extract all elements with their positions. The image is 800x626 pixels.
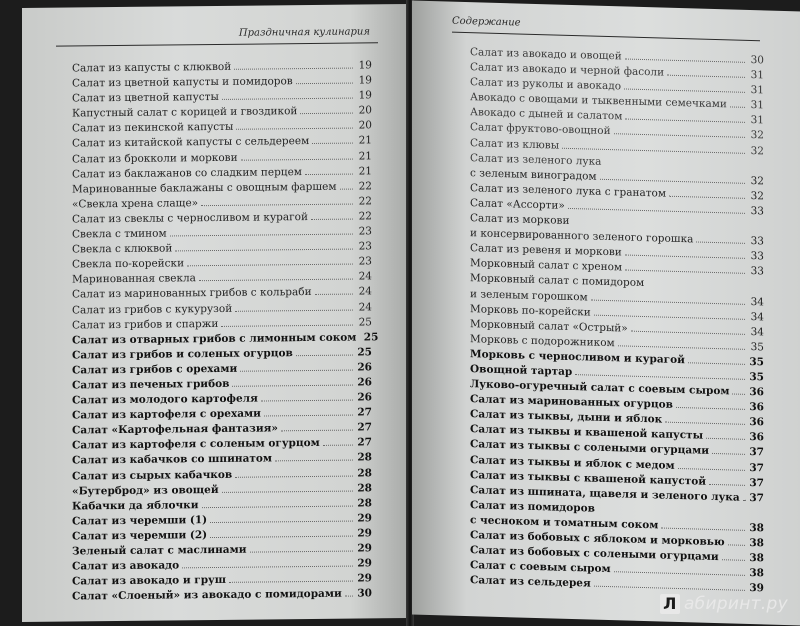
toc-entry-page: 25 bbox=[357, 346, 372, 359]
toc-entry-title: с чесноком и томатным соком bbox=[470, 514, 659, 532]
dot-leader bbox=[323, 435, 353, 446]
toc-entry-page: 21 bbox=[358, 165, 372, 178]
dot-leader bbox=[234, 58, 353, 70]
toc-entry-title: Морковный салат «Острый» bbox=[470, 317, 628, 335]
toc-entry-title: Авокадо с дыней и салатом bbox=[470, 106, 623, 123]
toc-entry-title: Авокадо с овощами и тыквенными семечками bbox=[470, 91, 727, 111]
toc-entry-title: Морковный салат с помидором bbox=[470, 272, 645, 290]
dot-leader bbox=[199, 269, 353, 282]
toc-entry-page: 29 bbox=[357, 512, 372, 525]
toc-entry-title: Салат из моркови bbox=[470, 212, 570, 227]
toc-entry-title: Капустный салат с корицей и гвоздикой bbox=[72, 105, 298, 120]
toc-entry-page: 26 bbox=[357, 376, 372, 389]
dot-leader bbox=[229, 571, 353, 583]
toc-entry-title: Салат из тыквы и яблок с медом bbox=[470, 453, 675, 472]
dot-leader bbox=[730, 97, 745, 108]
toc-entry-page: 28 bbox=[357, 497, 372, 510]
toc-entry-title: Салат из брокколи и моркови bbox=[72, 151, 238, 166]
dot-leader bbox=[241, 148, 353, 160]
toc-entry-title: Салат из маринованных огурцов bbox=[470, 393, 673, 411]
toc-entry-title: Салат из руколы и авокадо bbox=[470, 76, 622, 93]
toc-entry-page: 29 bbox=[357, 557, 372, 570]
dot-leader bbox=[661, 517, 745, 530]
dot-leader bbox=[669, 186, 745, 199]
toc-entry-title: Салат из шпината, щавеля и зеленого лука bbox=[470, 483, 740, 504]
toc-entry-title: Салат из авокадо и груш bbox=[72, 574, 227, 588]
watermark-text: абиринт.ру bbox=[683, 594, 788, 614]
dot-leader bbox=[311, 208, 353, 219]
toc-entry-page: 27 bbox=[357, 406, 372, 419]
dot-leader bbox=[625, 48, 745, 62]
toc-entry-page: 26 bbox=[357, 391, 372, 404]
dot-leader bbox=[275, 450, 353, 462]
toc-entry-page: 39 bbox=[749, 582, 764, 595]
toc-entry-title: Салат из авокадо и овощей bbox=[470, 46, 622, 63]
toc-entry-page: 29 bbox=[357, 542, 372, 555]
toc-entry-title: Зеленый салат с маслинами bbox=[72, 543, 247, 558]
toc-entry-page: 35 bbox=[749, 370, 764, 384]
toc-entry-page: 34 bbox=[750, 310, 764, 323]
toc-entry-page: 24 bbox=[358, 300, 372, 313]
toc-entry-title: Маринованные баклажаны с овощным фаршем bbox=[72, 180, 337, 196]
toc-entry-page: 31 bbox=[750, 84, 764, 97]
toc-entry-page: 36 bbox=[749, 416, 764, 429]
toc-entry-title: Свекла с клюквой bbox=[72, 242, 173, 256]
dot-leader bbox=[202, 495, 353, 508]
toc-entry-title: Салат из клювы bbox=[470, 136, 560, 152]
dot-leader bbox=[712, 443, 745, 455]
toc-entry-title: Салат из сырых кабачков bbox=[72, 468, 233, 483]
dot-leader bbox=[743, 490, 745, 501]
dot-leader bbox=[182, 556, 353, 569]
toc-entry-title: Салат из пекинской капусты bbox=[72, 121, 234, 135]
dot-leader bbox=[722, 549, 745, 561]
toc-entry-page: 32 bbox=[750, 189, 764, 203]
toc-entry-title: «Бутерброд» из овощей bbox=[72, 483, 219, 498]
toc-entry-title: и зеленым горошком bbox=[470, 287, 588, 303]
toc-entry-title: «Свекла хрена слаще» bbox=[72, 197, 199, 211]
toc-entry-title: Салат из зеленого лука с гранатом bbox=[470, 182, 667, 200]
dot-leader bbox=[264, 405, 353, 417]
dot-leader bbox=[706, 428, 745, 440]
toc-entry-page: 31 bbox=[750, 69, 764, 82]
toc-entry-page: 33 bbox=[750, 235, 764, 248]
toc-entry-title: Салат из кабачков со шпинатом bbox=[72, 452, 273, 467]
dot-leader bbox=[667, 65, 745, 78]
toc-entry-title: Салат из ревеня и моркови bbox=[470, 242, 622, 259]
toc-entry-page: 35 bbox=[750, 340, 764, 354]
toc-entry-page: 22 bbox=[358, 195, 372, 208]
toc-entry-title: Салат из сельдерея bbox=[470, 574, 591, 590]
toc-entry-page: 33 bbox=[750, 204, 764, 218]
dot-leader bbox=[665, 412, 745, 425]
toc-entry-page: 21 bbox=[358, 134, 372, 147]
dot-leader bbox=[624, 79, 745, 93]
toc-entry-title: Свекла с тмином bbox=[72, 227, 167, 241]
toc-entry-page: 38 bbox=[749, 552, 764, 565]
dot-leader bbox=[222, 88, 353, 100]
dot-leader bbox=[345, 586, 353, 597]
toc-entry-page: 34 bbox=[750, 325, 764, 339]
dot-leader bbox=[281, 420, 353, 432]
toc-entry-page: 30 bbox=[750, 54, 764, 67]
dot-leader bbox=[175, 239, 353, 252]
dot-leader bbox=[201, 193, 353, 206]
dot-leader bbox=[614, 561, 745, 576]
header-rule bbox=[56, 42, 378, 46]
toc-entry-title: Салат из авокадо и черной фасоли bbox=[470, 61, 665, 79]
dot-leader bbox=[678, 458, 745, 471]
toc-entry-page: 33 bbox=[750, 250, 764, 263]
watermark-logo bbox=[660, 594, 788, 614]
right-page bbox=[412, 1, 800, 626]
toc-entry-title: Салат из цветной капусты и помидоров bbox=[72, 75, 293, 90]
toc-entry-page: 35 bbox=[749, 355, 764, 369]
toc-list-left bbox=[72, 57, 379, 604]
toc-entry-title: Салат с соевым сыром bbox=[470, 559, 611, 576]
toc-entry-title: Салат «Слоеный» из авокадо с помидорами bbox=[72, 587, 342, 603]
toc-entry-page: 25 bbox=[363, 330, 379, 344]
toc-entry-page: 36 bbox=[749, 431, 764, 444]
toc-entry-page: 31 bbox=[750, 99, 764, 112]
toc-entry-title: Салат из грибов и спаржи bbox=[72, 317, 219, 332]
toc-entry-page: 27 bbox=[357, 436, 372, 449]
dot-leader bbox=[235, 299, 353, 311]
toc-entry-page: 36 bbox=[749, 386, 764, 399]
toc-entry-page: 22 bbox=[358, 210, 372, 223]
dot-leader bbox=[210, 525, 353, 537]
toc-entry-title: Салат из маринованных грибов с кольраби bbox=[72, 286, 312, 301]
toc-entry-page: 38 bbox=[749, 536, 764, 550]
dot-leader bbox=[305, 163, 353, 175]
dot-leader bbox=[625, 245, 745, 259]
toc-entry-page: 31 bbox=[750, 114, 764, 127]
toc-entry-page: 37 bbox=[749, 461, 764, 474]
toc-entry-title: и консервированного зеленого горошка bbox=[470, 227, 694, 246]
toc-entry-page: 32 bbox=[750, 129, 764, 142]
toc-entry-page: 28 bbox=[357, 451, 372, 464]
toc-entry-title: Салат из свеклы с черносливом и курагой bbox=[72, 210, 308, 226]
dot-leader bbox=[240, 359, 353, 371]
dot-leader bbox=[222, 480, 353, 492]
toc-entry-title: Маринованная свекла bbox=[72, 272, 196, 286]
toc-entry-page: 22 bbox=[358, 180, 372, 193]
dot-leader bbox=[732, 384, 745, 395]
toc-entry-title: Салат из зеленого лука bbox=[470, 151, 602, 168]
dot-leader bbox=[676, 397, 745, 410]
toc-entry-page: 23 bbox=[358, 225, 372, 238]
toc-entry-title: Салат «Картофельная фантазия» bbox=[72, 422, 278, 437]
toc-entry-title: Салат из авокадо bbox=[72, 559, 180, 573]
dot-leader bbox=[296, 344, 353, 356]
toc-entry-title: Салат фруктово-овощной bbox=[470, 121, 611, 138]
toc-entry-title: Кабачки да яблочки bbox=[72, 498, 199, 513]
dot-leader bbox=[709, 473, 745, 485]
toc-entry-title: с зеленым виноградом bbox=[470, 166, 597, 183]
toc-entry-page: 36 bbox=[749, 401, 764, 414]
dot-leader bbox=[221, 314, 353, 326]
dot-leader bbox=[187, 254, 353, 267]
toc-entry-page: 23 bbox=[358, 240, 372, 253]
toc-entry-page: 29 bbox=[357, 572, 372, 585]
dot-leader bbox=[728, 534, 745, 545]
toc-entry-title: Морковь с черносливом и курагой bbox=[470, 348, 685, 367]
toc-entry bbox=[72, 586, 372, 604]
toc-entry-title: Салат из грибов с кукурузой bbox=[72, 302, 233, 316]
dot-leader bbox=[631, 320, 745, 334]
toc-entry-title: Салат из печеных грибов bbox=[72, 377, 230, 392]
toc-entry-page: 23 bbox=[358, 255, 372, 268]
toc-entry-title: Салат из молодого картофеля bbox=[72, 392, 258, 407]
running-head: Праздничная кулинария bbox=[238, 26, 370, 39]
dot-leader bbox=[210, 510, 353, 522]
toc-entry-page: 38 bbox=[749, 521, 764, 535]
toc-entry-title: Салат из помидоров bbox=[470, 498, 595, 515]
labirint-logo-icon: Л bbox=[660, 594, 680, 614]
toc-entry-page: 19 bbox=[358, 59, 372, 72]
dot-leader bbox=[236, 118, 353, 130]
toc-entry-title: Салат из китайской капусты с сельдереем bbox=[72, 135, 310, 150]
toc-entry-title: Салат из тыквы с квашеной капустой bbox=[470, 468, 707, 488]
dot-leader bbox=[312, 133, 353, 144]
toc-entry-page: 25 bbox=[358, 315, 372, 329]
toc-entry-page: 34 bbox=[750, 295, 764, 308]
dot-leader bbox=[170, 224, 353, 237]
toc-entry-title: Салат из тыквы, дыни и яблок bbox=[470, 408, 663, 426]
toc-entry-page: 37 bbox=[749, 446, 764, 459]
toc-entry-title: Салат из бобовых с солеными огурцами bbox=[470, 544, 719, 564]
toc-entry-title: Луково-огуречный салат с соевым сыром bbox=[470, 378, 730, 398]
dot-leader bbox=[696, 232, 745, 244]
toc-list-right bbox=[470, 44, 764, 596]
toc-entry-page: 32 bbox=[750, 174, 764, 188]
dot-leader bbox=[232, 375, 353, 387]
dot-leader bbox=[625, 109, 745, 123]
toc-entry-title: Салат из картофеля с орехами bbox=[72, 407, 261, 422]
toc-entry-page: 24 bbox=[358, 285, 372, 298]
toc-entry-page: 26 bbox=[357, 361, 372, 374]
toc-entry-title: Овощной тартар bbox=[470, 363, 573, 378]
header-rule bbox=[452, 32, 760, 42]
toc-entry-title: Салат из тыквы с солеными огурцами bbox=[470, 438, 710, 458]
toc-entry-page: 19 bbox=[358, 89, 372, 102]
toc-entry-page: 19 bbox=[358, 74, 372, 87]
dot-leader bbox=[235, 465, 353, 477]
toc-entry-page: 24 bbox=[358, 270, 372, 283]
toc-entry-page: 21 bbox=[358, 149, 372, 163]
toc-entry-page: 37 bbox=[749, 476, 764, 490]
toc-entry-page: 20 bbox=[358, 119, 372, 132]
toc-entry-page: 29 bbox=[357, 527, 372, 540]
toc-entry-page: 30 bbox=[357, 587, 372, 600]
toc-entry-page: 27 bbox=[357, 421, 372, 434]
toc-entry-title: Салат из отварных грибов с лимонным соком bbox=[72, 331, 357, 347]
left-page bbox=[22, 4, 408, 622]
toc-entry-page: 37 bbox=[749, 491, 764, 505]
toc-entry-title: Морковь по-корейски bbox=[470, 302, 591, 319]
toc-entry-title: Свекла по-корейски bbox=[72, 257, 185, 271]
toc-entry-title: Морковь с подорожником bbox=[470, 332, 615, 349]
toc-entry-title: Салат из черемши (2) bbox=[72, 528, 208, 543]
toc-entry-page: 38 bbox=[749, 567, 764, 580]
toc-entry-title: Салат «Ассорти» bbox=[470, 197, 565, 212]
dot-leader bbox=[688, 352, 745, 365]
dot-leader bbox=[261, 390, 353, 402]
dot-leader bbox=[614, 124, 745, 139]
toc-entry-title: Салат из капусты с клюквой bbox=[72, 60, 232, 75]
toc-entry-title: Салат из баклажанов со сладким перцем bbox=[72, 165, 302, 181]
toc-entry-page: 28 bbox=[357, 466, 372, 480]
toc-entry-title: Салат из бобовых с яблоком и морковью bbox=[470, 529, 725, 549]
toc-entry-page: 33 bbox=[750, 265, 764, 278]
toc-entry-page: 32 bbox=[750, 144, 764, 157]
toc-entry-title: Салат из тыквы и квашеной капусты bbox=[470, 423, 704, 443]
toc-entry-title: Салат из грибов с орехами bbox=[72, 362, 238, 377]
toc-entry-page: 28 bbox=[357, 481, 372, 495]
dot-leader bbox=[625, 260, 745, 274]
toc-entry-title: Морковный салат с хреном bbox=[470, 257, 623, 274]
toc-entry-title: Салат из черемши (1) bbox=[72, 513, 208, 528]
toc-entry-title: Салат из грибов и соленых огурцов bbox=[72, 346, 293, 362]
dot-leader bbox=[296, 73, 353, 85]
toc-entry-title: Салат из картофеля с соленым огурцом bbox=[72, 437, 320, 452]
toc-entry-title: Салат из цветной капусты bbox=[72, 91, 219, 105]
dot-leader bbox=[315, 284, 353, 295]
toc-entry-page: 20 bbox=[358, 104, 372, 117]
running-head: Содержание bbox=[452, 15, 521, 29]
dot-leader bbox=[250, 541, 353, 553]
dot-leader bbox=[618, 335, 745, 350]
dot-leader bbox=[300, 103, 353, 115]
dot-leader bbox=[340, 178, 353, 189]
